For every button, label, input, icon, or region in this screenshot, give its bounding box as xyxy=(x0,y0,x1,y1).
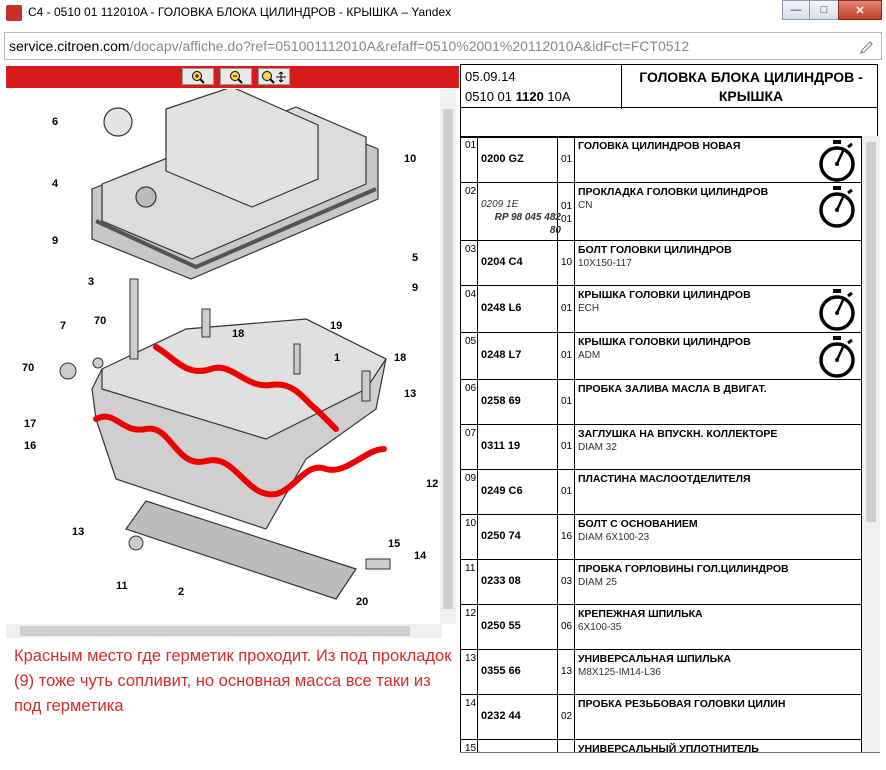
callout-70: 70 xyxy=(94,315,107,327)
stopwatch-icon[interactable] xyxy=(817,288,857,332)
part-spec: 6X100-35 xyxy=(578,622,622,633)
parts-panel xyxy=(460,64,886,770)
table-row[interactable] xyxy=(460,136,862,183)
quantity: 01 xyxy=(561,441,573,452)
part-reference: 0249 C6 xyxy=(481,485,523,497)
zoom-in-button[interactable] xyxy=(182,68,214,85)
table-row[interactable] xyxy=(460,241,862,286)
code-suffix: 10A xyxy=(543,89,571,104)
callout-70b: 70 xyxy=(22,362,35,374)
part-spec: DIAM 25 xyxy=(578,577,617,588)
part-name: ГОЛОВКА ЦИЛИНДРОВ НОВАЯ xyxy=(578,140,741,152)
callout-9b: 9 xyxy=(412,282,419,294)
column-divider xyxy=(477,605,478,649)
callout-6: 6 xyxy=(52,116,59,128)
alt-reference: 0209 1E xyxy=(481,199,519,210)
callout-7: 7 xyxy=(60,320,67,332)
part-name: ПЛАСТИНА МАСЛООТДЕЛИТЕЛЯ xyxy=(578,473,751,485)
header-divider xyxy=(621,65,622,109)
column-divider xyxy=(574,286,575,332)
quantity: 10 xyxy=(561,257,573,268)
callout-3: 3 xyxy=(88,276,95,288)
callout-16: 16 xyxy=(24,440,37,452)
row-index: 06 xyxy=(465,383,477,394)
window-title: C4 - 0510 01 112010A - ГОЛОВКА БЛОКА ЦИЛИНДРОВ - КРЫШКА – Yandex xyxy=(28,5,452,19)
callout-9: 9 xyxy=(52,235,59,247)
part-reference: 0233 08 xyxy=(481,575,521,587)
column-divider xyxy=(557,425,558,469)
zoom-in-icon xyxy=(190,70,206,84)
window-controls xyxy=(782,0,882,22)
column-divider xyxy=(477,286,478,332)
part-name: УНИВЕРСАЛЬНАЯ ШПИЛЬКА xyxy=(578,653,732,665)
callout-20: 20 xyxy=(356,596,369,608)
part-name: БОЛТ ГОЛОВКИ ЦИЛИНДРОВ xyxy=(578,244,732,256)
scroll-thumb[interactable] xyxy=(20,626,410,636)
close-button[interactable]: ✕ xyxy=(838,0,882,20)
column-divider xyxy=(557,137,558,182)
diagram-toolbar xyxy=(6,66,459,88)
diagram-vertical-scrollbar[interactable] xyxy=(440,89,456,624)
column-divider xyxy=(557,333,558,379)
column-divider xyxy=(557,560,558,604)
part-name: КРЫШКА ГОЛОВКИ ЦИЛИНДРОВ xyxy=(578,289,751,301)
annotation-caption: Красным место где герметик проходит. Из под прокладок (9) тоже чуть сопливит, но основная масса все таки из под герметика xyxy=(14,647,452,715)
url-host: service.citroen.com xyxy=(9,38,130,54)
maximize-button[interactable]: □ xyxy=(810,0,838,20)
column-divider xyxy=(574,137,575,182)
column-divider xyxy=(477,380,478,424)
column-divider xyxy=(574,740,575,752)
table-row[interactable] xyxy=(460,560,862,605)
code-bold: 1120 xyxy=(515,89,544,104)
zoom-pan-icon xyxy=(260,70,288,84)
header-code xyxy=(465,89,571,104)
quantity: 02 xyxy=(561,711,573,722)
quantity: 06 xyxy=(561,621,573,632)
code-prefix: 0510 01 xyxy=(465,89,516,104)
address-bar[interactable] xyxy=(4,32,882,60)
panel-bottom-border xyxy=(460,752,880,753)
part-name: ПРОКЛАДКА ГОЛОВКИ ЦИЛИНДРОВ xyxy=(578,186,769,198)
parts-table xyxy=(460,136,862,752)
column-divider xyxy=(477,560,478,604)
column-divider xyxy=(477,695,478,739)
table-row[interactable] xyxy=(460,650,862,695)
cylinder-head-diagram xyxy=(6,89,442,624)
part-name: КРЫШКА ГОЛОВКИ ЦИЛИНДРОВ xyxy=(578,336,751,348)
callout-10: 10 xyxy=(404,153,417,165)
part-name: УНИВЕРСАЛЬНЫЙ УПЛОТНИТЕЛЬ xyxy=(578,743,759,752)
part-reference: 0250 74 xyxy=(481,530,521,542)
table-row[interactable] xyxy=(460,380,862,425)
callout-13: 13 xyxy=(404,388,417,400)
stopwatch-icon[interactable] xyxy=(817,335,857,379)
callout-5: 5 xyxy=(412,252,419,264)
quantity-alt: 01 xyxy=(561,214,573,225)
column-divider xyxy=(574,333,575,379)
quantity: 01 xyxy=(561,396,573,407)
column-divider xyxy=(477,470,478,514)
table-row[interactable] xyxy=(460,695,862,740)
row-index: 12 xyxy=(465,608,477,619)
part-spec: DIAM 6X100-23 xyxy=(578,532,650,543)
stopwatch-icon[interactable] xyxy=(817,139,857,183)
column-divider xyxy=(574,650,575,694)
callout-13b: 13 xyxy=(72,526,85,538)
column-divider xyxy=(557,605,558,649)
table-row[interactable] xyxy=(460,470,862,515)
column-divider xyxy=(557,470,558,514)
column-divider xyxy=(574,560,575,604)
column-divider xyxy=(574,605,575,649)
row-index: 07 xyxy=(465,428,477,439)
column-divider xyxy=(574,380,575,424)
zoom-pan-button[interactable] xyxy=(258,68,290,85)
column-divider xyxy=(574,241,575,285)
table-row[interactable] xyxy=(460,286,862,333)
part-name: ПРОБКА РЕЗЬБОВАЯ ГОЛОВКИ ЦИЛИН xyxy=(578,698,786,710)
table-row[interactable] xyxy=(460,605,862,650)
part-name: ЗАГЛУШКА НА ВПУСКН. КОЛЛЕКТОРЕ xyxy=(578,428,778,440)
part-reference: RP 98 045 482 80 xyxy=(494,212,561,236)
part-spec: M8X125-IM14-L36 xyxy=(578,667,661,678)
table-row[interactable] xyxy=(460,515,862,560)
quantity: 01 xyxy=(561,303,573,314)
url-path: /docapv/affiche.do?ref=051001112010A&refaff=0510%2001%20112010A&idFct=FCT0512 xyxy=(129,38,690,54)
zoom-out-button[interactable] xyxy=(220,68,252,85)
column-divider xyxy=(557,286,558,332)
callout-12: 12 xyxy=(426,478,439,490)
row-index: 02 xyxy=(465,186,477,197)
url-text[interactable] xyxy=(9,38,689,54)
callout-11: 11 xyxy=(116,580,128,592)
parts-header xyxy=(460,64,878,108)
callout-4: 4 xyxy=(52,178,59,190)
callout-18: 18 xyxy=(232,328,245,340)
part-reference: 0250 55 xyxy=(481,620,521,632)
callout-19: 19 xyxy=(330,320,343,332)
table-row[interactable] xyxy=(460,333,862,380)
quantity: 01 xyxy=(561,486,573,497)
column-divider xyxy=(477,137,478,182)
table-row[interactable] xyxy=(460,183,862,241)
column-divider xyxy=(574,425,575,469)
callout-15: 15 xyxy=(388,538,401,550)
part-spec: ECH xyxy=(578,303,600,314)
cylinder-head-drawing xyxy=(92,319,386,599)
column-divider xyxy=(477,241,478,285)
row-index: 04 xyxy=(465,289,477,300)
zoom-out-icon xyxy=(228,70,244,84)
callout-1: 1 xyxy=(334,352,341,364)
column-divider xyxy=(574,515,575,559)
scroll-thumb[interactable] xyxy=(443,109,453,609)
part-name: ПРОБКА ЗАЛИВА МАСЛА В ДВИГАТ. xyxy=(578,383,767,395)
row-index: 03 xyxy=(465,244,477,255)
part-reference: 0204 C4 xyxy=(481,256,523,268)
row-index: 01 xyxy=(465,140,477,151)
part-reference: 0200 GZ xyxy=(481,153,524,165)
part-reference: 0311 19 xyxy=(481,440,521,452)
part-reference: 0232 44 xyxy=(481,710,521,722)
column-divider xyxy=(557,241,558,285)
row-index: 09 xyxy=(465,473,477,484)
column-divider xyxy=(477,333,478,379)
quantity: 16 xyxy=(561,531,573,542)
browser-logo-icon xyxy=(6,5,22,21)
diagram-panel xyxy=(4,64,456,770)
row-index: 11 xyxy=(465,563,476,574)
column-divider xyxy=(574,470,575,514)
column-divider xyxy=(477,425,478,469)
exploded-diagram[interactable] xyxy=(6,89,442,624)
column-divider xyxy=(557,650,558,694)
part-spec: 10X150-117 xyxy=(578,258,632,269)
part-name: ПРОБКА ГОРЛОВИНЫ ГОЛ.ЦИЛИНДРОВ xyxy=(578,563,789,575)
part-name: БОЛТ С ОСНОВАНИЕМ xyxy=(578,518,698,530)
scroll-thumb[interactable] xyxy=(866,142,876,522)
column-divider xyxy=(557,515,558,559)
title-bar xyxy=(0,0,886,26)
part-spec: ADM xyxy=(578,350,601,361)
header-spacer xyxy=(460,108,878,138)
stopwatch-icon[interactable] xyxy=(817,185,857,229)
row-index: 14 xyxy=(465,698,477,709)
quantity: 13 xyxy=(561,666,573,677)
column-divider xyxy=(477,183,478,240)
column-divider xyxy=(477,515,478,559)
header-title: ГОЛОВКА БЛОКА ЦИЛИНДРОВ - КРЫШКА xyxy=(639,69,863,104)
edit-url-icon[interactable] xyxy=(859,38,875,54)
quantity: 03 xyxy=(561,576,573,587)
quantity: 01 xyxy=(561,350,573,361)
part-reference: 0248 L6 xyxy=(481,302,522,314)
minimize-button[interactable]: — xyxy=(782,0,810,20)
parts-vertical-scrollbar[interactable] xyxy=(862,136,880,752)
column-divider xyxy=(557,740,558,752)
quantity: 01 xyxy=(561,154,573,165)
column-divider xyxy=(557,380,558,424)
header-date: 05.09.14 xyxy=(465,69,516,84)
table-row[interactable] xyxy=(460,740,862,752)
row-index: 13 xyxy=(465,653,477,664)
part-reference: 0258 69 xyxy=(481,395,521,407)
part-name: КРЕПЕЖНАЯ ШПИЛЬКА xyxy=(578,608,703,620)
valve-cover-drawing xyxy=(92,89,378,279)
diagram-horizontal-scrollbar[interactable] xyxy=(6,624,442,638)
callout-18b: 18 xyxy=(394,352,407,364)
part-spec: CN xyxy=(578,200,593,211)
column-divider xyxy=(574,183,575,240)
column-divider xyxy=(574,695,575,739)
table-row[interactable] xyxy=(460,425,862,470)
quantity: 01 xyxy=(561,201,573,212)
row-index: 05 xyxy=(465,336,477,347)
callout-2: 2 xyxy=(178,586,185,598)
row-index: 10 xyxy=(465,518,477,529)
column-divider xyxy=(477,650,478,694)
column-divider xyxy=(557,695,558,739)
part-reference: 0248 L7 xyxy=(481,349,522,361)
part-reference: 0355 66 xyxy=(481,665,521,677)
callout-14: 14 xyxy=(414,550,427,562)
row-index: 15 xyxy=(465,743,477,752)
callout-17: 17 xyxy=(24,418,37,430)
part-spec: DIAM 32 xyxy=(578,442,617,453)
column-divider xyxy=(477,740,478,752)
